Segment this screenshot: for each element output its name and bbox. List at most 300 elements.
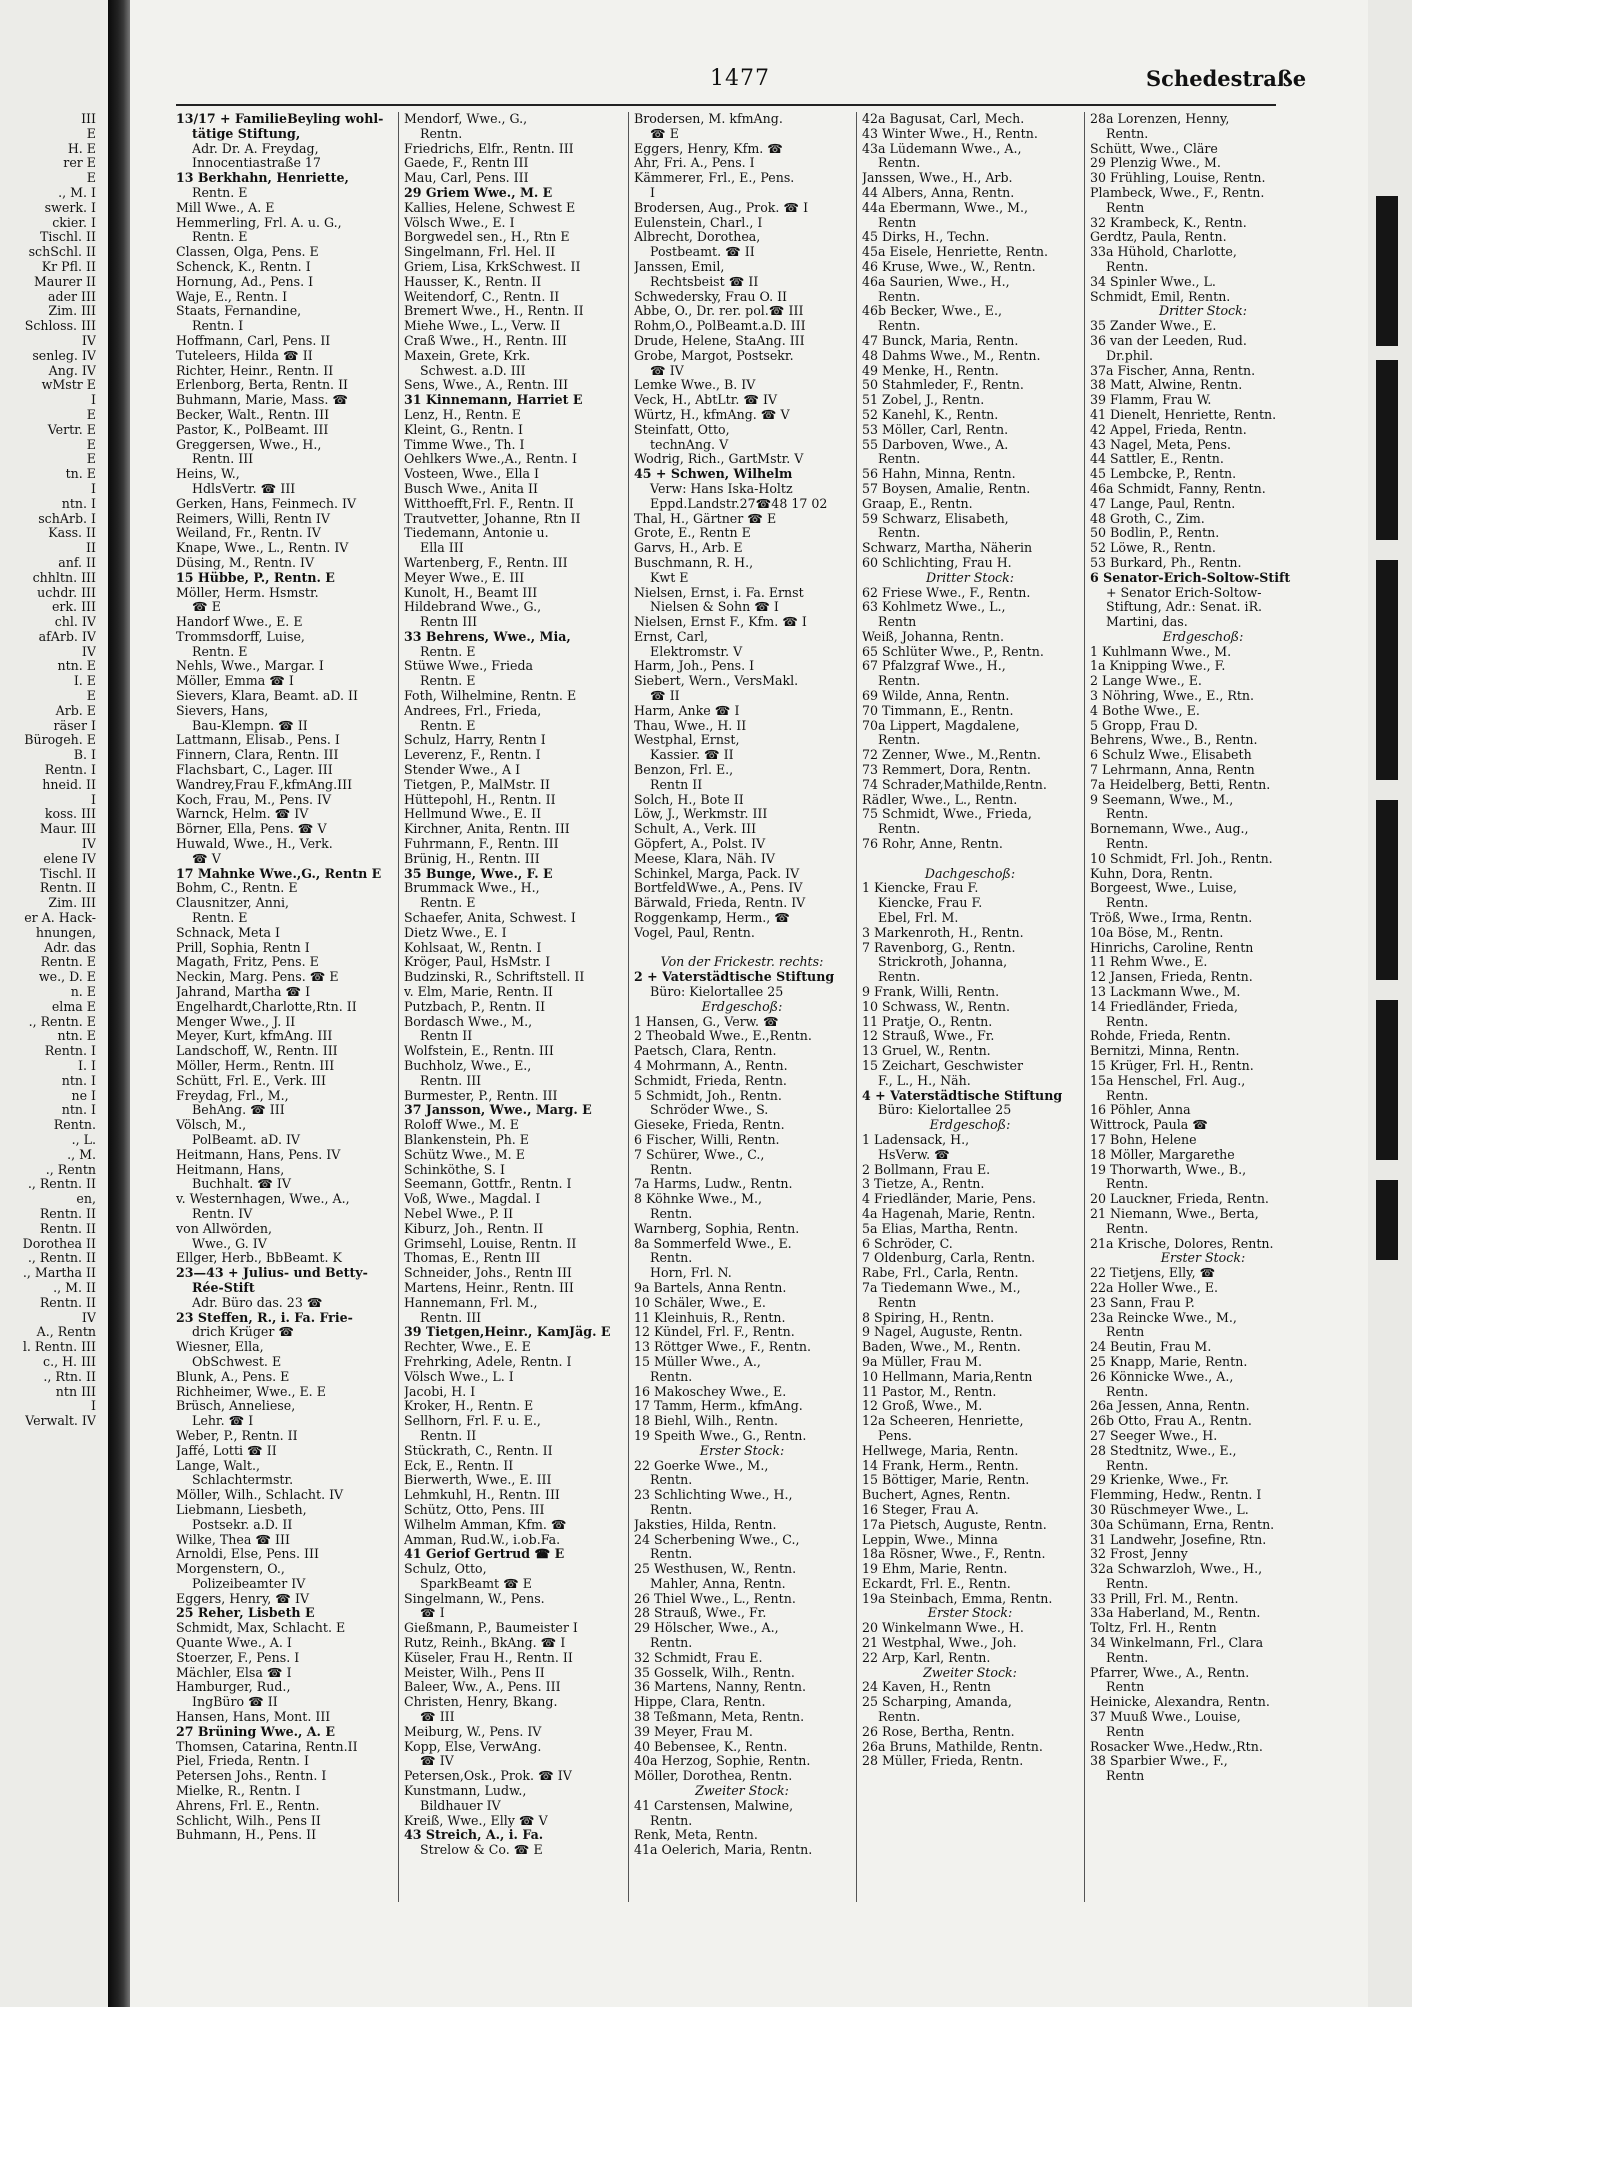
previous-page-line: hnungen,: [35, 925, 96, 940]
resident-entry: Leppin, Wwe., Minna: [862, 1532, 998, 1547]
resident-entry: Rechtsbeist ☎ II: [650, 274, 759, 289]
previous-page-line: räser I: [53, 718, 96, 733]
previous-page-line: E: [86, 689, 96, 704]
resident-entry: 22 Goerke Wwe., M.,: [634, 1458, 769, 1473]
resident-entry: Craß Wwe., H., Rentn. III: [404, 333, 567, 348]
resident-entry: Brummack Wwe., H.,: [404, 881, 540, 896]
resident-entry: Adr. Dr. A. Freydag,: [192, 141, 319, 156]
resident-entry: 17a Pietsch, Auguste, Rentn.: [862, 1517, 1047, 1532]
resident-entry: 33a Haberland, M., Rentn.: [1090, 1606, 1261, 1621]
resident-entry: Magath, Fritz, Pens. E: [176, 955, 319, 970]
resident-entry: 17 Bohn, Helene: [1090, 1132, 1197, 1147]
previous-page-line: anf. II: [58, 555, 96, 570]
resident-entry: Rentn.: [1106, 1576, 1149, 1591]
resident-entry: Heitmann, Hans,: [176, 1162, 285, 1177]
resident-entry: 2 Theobald Wwe., E.,Rentn.: [634, 1029, 812, 1044]
resident-entry: Brüsch, Anneliese,: [176, 1399, 296, 1414]
resident-entry: Engelhardt,Charlotte,Rtn. II: [176, 999, 357, 1014]
resident-entry: 20 Lauckner, Frieda, Rentn.: [1090, 1192, 1269, 1207]
resident-entry: Trommsdorff, Luise,: [176, 629, 305, 644]
resident-entry: Nielsen, Ernst F., Kfm. ☎ I: [634, 615, 807, 630]
resident-entry: 45a Eisele, Henriette, Rentn.: [862, 245, 1049, 260]
previous-page-column: [0, 112, 100, 1912]
resident-entry: Rentn.: [878, 526, 921, 541]
resident-entry: Hoffmann, Carl, Pens. II: [176, 333, 331, 348]
resident-entry: 1 Hansen, G., Verw. ☎: [634, 1014, 779, 1029]
previous-page-line: Schloss. III: [24, 319, 96, 334]
column-divider: [398, 112, 399, 1902]
resident-entry: Kallies, Helene, Schwest E: [404, 200, 576, 215]
resident-entry: Kwt E: [650, 570, 689, 585]
resident-entry: BortfeldWwe., A., Pens. IV: [634, 881, 803, 896]
resident-entry: Rentn.: [1106, 837, 1149, 852]
previous-page-line: tn. E: [65, 467, 96, 482]
directory-column-4: [862, 112, 1078, 1912]
resident-entry: Petersen Johs., Rentn. I: [176, 1769, 327, 1784]
previous-page-line: koss. III: [44, 807, 96, 822]
resident-entry: Schütz, Otto, Pens. III: [404, 1502, 545, 1517]
previous-page-line: en,: [76, 1192, 96, 1207]
resident-entry: Hannemann, Frl. M.,: [404, 1295, 538, 1310]
resident-entry: Singelmann, W., Pens.: [404, 1591, 545, 1606]
resident-entry: Harm, Joh., Pens. I: [634, 659, 755, 674]
resident-entry: Weiß, Johanna, Rentn.: [862, 629, 1005, 644]
resident-entry: ☎ III: [420, 1710, 455, 1725]
resident-entry: Weiland, Fr., Rentn. IV: [176, 526, 321, 541]
resident-entry: Wilhelm Amman, Kfm. ☎: [404, 1517, 567, 1532]
resident-entry: Bärwald, Frieda, Rentn. IV: [634, 896, 806, 911]
resident-entry: Kiburz, Joh., Rentn. II: [404, 1221, 544, 1236]
resident-entry: 24 Beutin, Frau M.: [1090, 1340, 1212, 1355]
resident-entry: 72 Zenner, Wwe., M.,Rentn.: [862, 748, 1041, 763]
resident-entry: Trautvetter, Johanne, Rtn II: [404, 511, 581, 526]
house-entry: tätige Stiftung,: [192, 126, 301, 141]
resident-entry: 26 Rose, Bertha, Rentn.: [862, 1724, 1015, 1739]
resident-entry: 15a Henschel, Frl. Aug.,: [1090, 1073, 1246, 1088]
resident-entry: 15 Müller Wwe., A.,: [634, 1354, 761, 1369]
resident-entry: 46 Kruse, Wwe., W., Rentn.: [862, 259, 1036, 274]
resident-entry: 22a Holler Wwe., E.: [1090, 1280, 1219, 1295]
resident-entry: 14 Friedländer, Frieda,: [1090, 999, 1238, 1014]
previous-page-line: Rentn. I: [44, 1044, 96, 1059]
resident-entry: Wilke, Thea ☎ III: [176, 1532, 290, 1547]
resident-entry: Rentn.: [878, 289, 921, 304]
resident-entry: 43a Lüdemann Wwe., A.,: [862, 141, 1022, 156]
edge-mark: [1376, 196, 1398, 346]
resident-entry: Clausnitzer, Anni,: [176, 896, 290, 911]
resident-entry: 56 Hahn, Minna, Rentn.: [862, 467, 1016, 482]
house-entry: 37 Jansson, Wwe., Marg. E: [404, 1103, 592, 1118]
resident-entry: 34 Winkelmann, Frl., Clara: [1090, 1636, 1264, 1651]
resident-entry: 26a Jessen, Anna, Rentn.: [1090, 1399, 1250, 1414]
resident-entry: Rentn: [1106, 1325, 1145, 1340]
resident-entry: Bierwerth, Wwe., E. III: [404, 1473, 552, 1488]
resident-entry: Grobe, Margot, Postsekr.: [634, 348, 794, 363]
resident-entry: Miehe Wwe., L., Verw. II: [404, 319, 561, 334]
edge-mark: [1376, 1000, 1398, 1160]
resident-entry: Huwald, Wwe., H., Verk.: [176, 837, 333, 852]
resident-entry: Rentn: [1106, 200, 1145, 215]
resident-entry: Buchholz, Wwe., E.,: [404, 1059, 532, 1073]
floor-heading: Dachgeschoß:: [924, 866, 1016, 881]
resident-entry: 26a Bruns, Mathilde, Rentn.: [862, 1739, 1043, 1754]
resident-entry: 21 Westphal, Wwe., Joh.: [862, 1636, 1017, 1651]
resident-entry: 40 Bebensee, K., Rentn.: [634, 1739, 788, 1754]
previous-page-line: I: [91, 481, 96, 496]
resident-entry: Prill, Sophia, Rentn I: [176, 940, 310, 955]
resident-entry: 25 Knapp, Marie, Rentn.: [1090, 1354, 1248, 1369]
resident-entry: Drude, Helene, StaAng. III: [634, 333, 805, 348]
resident-entry: Kröger, Paul, HsMstr. I: [404, 955, 551, 970]
previous-page-line: erk. III: [51, 600, 96, 615]
resident-entry: Rentn.: [650, 1636, 693, 1651]
house-entry: 4 + Vaterstädtische Stiftung: [862, 1088, 1063, 1103]
resident-entry: Baleer, Ww., A., Pens. III: [404, 1680, 561, 1695]
resident-entry: 41 Carstensen, Malwine,: [634, 1798, 794, 1813]
resident-entry: Pens.: [878, 1428, 912, 1443]
resident-entry: Völsch Wwe., E. I: [404, 215, 515, 230]
previous-page-line: Tischl. II: [39, 866, 96, 881]
resident-entry: Eggers, Henry, ☎ IV: [176, 1591, 310, 1606]
resident-entry: 22 Arp, Karl, Rentn.: [862, 1650, 991, 1665]
resident-entry: Strickroth, Johanna,: [878, 955, 1008, 970]
resident-entry: Mächler, Elsa ☎ I: [176, 1665, 292, 1680]
resident-entry: 4 Mohrmann, A., Rentn.: [634, 1059, 788, 1073]
previous-page-line: Bürogeh. E: [24, 733, 96, 748]
resident-entry: Polizeibeamter IV: [192, 1576, 306, 1591]
resident-entry: Leverenz, F., Rentn. I: [404, 748, 541, 763]
resident-entry: 31 Landwehr, Josefine, Rtn.: [1090, 1532, 1267, 1547]
resident-entry: 1 Kiencke, Frau F.: [862, 881, 979, 896]
resident-entry: Eckardt, Frl. E., Rentn.: [862, 1576, 1011, 1591]
resident-entry: Ebel, Frl. M.: [878, 911, 959, 926]
resident-entry: Rentn: [878, 1295, 917, 1310]
directory-column-2: [404, 112, 622, 1912]
resident-entry: 75 Schmidt, Wwe., Frieda,: [862, 807, 1032, 822]
resident-entry: Rohm,O., PolBeamt.a.D. III: [634, 319, 806, 334]
resident-entry: Mendorf, Wwe., G.,: [404, 112, 528, 126]
resident-entry: Mielke, R., Rentn. I: [176, 1784, 301, 1799]
resident-entry: 11 Pratje, O., Rentn.: [862, 1014, 993, 1029]
resident-entry: 10 Schmidt, Frl. Joh., Rentn.: [1090, 851, 1273, 866]
resident-entry: 8 Köhnke Wwe., M.,: [634, 1192, 763, 1207]
resident-entry: 45 Dirks, H., Techn.: [862, 230, 990, 245]
resident-entry: Schulz, Otto,: [404, 1562, 487, 1577]
resident-entry: 2 Lange Wwe., E.: [1090, 674, 1202, 689]
house-entry: 17 Mahnke Wwe.,G., Rentn E: [176, 866, 382, 881]
resident-entry: 4 Friedländer, Marie, Pens.: [862, 1192, 1036, 1207]
resident-entry: Toltz, Frl. H., Rentn: [1090, 1621, 1217, 1636]
resident-entry: Thomas, E., Rentn III: [404, 1251, 541, 1266]
resident-entry: 73 Remmert, Dora, Rentn.: [862, 763, 1031, 778]
resident-entry: [862, 852, 1078, 867]
resident-entry: Bernitzi, Minna, Rentn.: [1090, 1044, 1240, 1059]
resident-entry: 30a Schümann, Erna, Rentn.: [1090, 1517, 1275, 1532]
resident-entry: Schlachtermstr.: [192, 1473, 294, 1488]
resident-entry: 38 Teßmann, Meta, Rentn.: [634, 1710, 805, 1725]
previous-page-line: ., Rentn. II: [27, 1177, 96, 1192]
resident-entry: Graap, E., Rentn.: [862, 496, 973, 511]
resident-entry: Erlenborg, Berta, Rentn. II: [176, 378, 349, 393]
resident-entry: Neckin, Marg. Pens. ☎ E: [176, 970, 339, 985]
resident-entry: Schult, A., Verk. III: [634, 822, 757, 837]
previous-page-line: Rentn. I: [44, 763, 96, 778]
resident-entry: Rentn.: [1106, 259, 1149, 274]
previous-page-line: ., Martha II: [22, 1266, 96, 1281]
previous-page-line: Vertr. E: [47, 422, 96, 437]
resident-entry: Schütt, Frl. E., Verk. III: [176, 1073, 326, 1088]
resident-entry: 36 Martens, Nanny, Rentn.: [634, 1680, 806, 1695]
house-entry: 6 Senator-Erich-Soltow-Stift: [1090, 570, 1291, 585]
previous-page-line: ., Rentn: [45, 1162, 96, 1177]
resident-entry: ObSchwest. E: [192, 1354, 282, 1369]
resident-entry: Morgenstern, O.,: [176, 1562, 285, 1577]
previous-page-line: c., H. III: [43, 1354, 96, 1369]
resident-entry: Möller, Herm., Rentn. III: [176, 1059, 335, 1073]
previous-page-line: Rentn. II: [39, 1206, 96, 1221]
previous-page-line: Verwalt. IV: [25, 1414, 96, 1429]
resident-entry: Kunstmann, Ludw.,: [404, 1784, 527, 1799]
resident-entry: Amman, Rud.W., i.ob.Fa.: [404, 1532, 561, 1547]
previous-page-line: E: [86, 437, 96, 452]
house-entry: 35 Bunge, Wwe., F. E: [404, 866, 553, 881]
resident-entry: 19 Ehm, Marie, Rentn.: [862, 1562, 1008, 1577]
resident-entry: Kämmerer, Frl., E., Pens.: [634, 171, 795, 186]
resident-entry: Eck, E., Rentn. II: [404, 1458, 514, 1473]
resident-entry: 47 Lange, Paul, Rentn.: [1090, 496, 1236, 511]
resident-entry: 15 Krüger, Frl. H., Rentn.: [1090, 1059, 1254, 1073]
resident-entry: Schröder Wwe., S.: [650, 1103, 769, 1118]
floor-heading: Erster Stock:: [699, 1443, 785, 1458]
resident-entry: Rentn.: [878, 970, 921, 985]
resident-entry: Göpfert, A., Polst. IV: [634, 837, 766, 852]
resident-entry: ☎ V: [192, 851, 221, 866]
previous-page-line: er A. Hack-: [24, 911, 96, 926]
resident-entry: Wwe., G. IV: [192, 1236, 267, 1251]
resident-entry: Rentn.: [878, 319, 921, 334]
resident-entry: 29 Plenzig Wwe., M.: [1090, 156, 1221, 171]
resident-entry: Richter, Heinr., Rentn. II: [176, 363, 334, 378]
resident-entry: Brodersen, Aug., Prok. ☎ I: [634, 200, 809, 215]
previous-page-line: Rentn.: [53, 1118, 96, 1133]
resident-entry: Koch, Frau, M., Pens. IV: [176, 792, 332, 807]
resident-entry: Garvs, H., Arb. E: [634, 541, 743, 556]
resident-entry: 9 Seemann, Wwe., M.,: [1090, 792, 1234, 807]
resident-entry: Rentn: [1106, 1680, 1145, 1695]
resident-entry: 7a Heidelberg, Betti, Rentn.: [1090, 777, 1271, 792]
resident-entry: Blunk, A., Pens. E: [176, 1369, 290, 1384]
resident-entry: Rabe, Frl., Carla, Rentn.: [862, 1266, 1019, 1281]
resident-entry: Möller, Dorothea, Rentn.: [634, 1769, 793, 1784]
resident-entry: Paetsch, Clara, Rentn.: [634, 1044, 777, 1059]
resident-entry: Lenz, H., Rentn. E: [404, 407, 521, 422]
resident-entry: Meiburg, W., Pens. IV: [404, 1724, 542, 1739]
house-entry: 23 Steffen, R., i. Fa. Frie-: [176, 1310, 353, 1325]
resident-entry: Flemming, Hedw., Rentn. I: [1090, 1488, 1262, 1503]
floor-heading: Zweiter Stock:: [695, 1784, 789, 1799]
resident-entry: Rentn.: [650, 1473, 693, 1488]
house-entry: 13 Berkhahn, Henriette,: [176, 171, 349, 186]
resident-entry: Schütt, Wwe., Cläre: [1090, 141, 1218, 156]
resident-entry: Tietgen, P., MalMstr. II: [404, 777, 550, 792]
previous-page-line: schSchl. II: [28, 245, 96, 260]
previous-page-line: chl. IV: [54, 615, 96, 630]
resident-entry: 12 Strauß, Wwe., Fr.: [862, 1029, 995, 1044]
resident-entry: Hellmund Wwe., E. II: [404, 807, 542, 822]
resident-entry: Rentn.: [650, 1369, 693, 1384]
resident-entry: Seemann, Gottfr., Rentn. I: [404, 1177, 572, 1192]
resident-entry: Timme Wwe., Th. I: [404, 437, 525, 452]
resident-entry: 30 Frühling, Louise, Rentn.: [1090, 171, 1266, 186]
previous-page-line: ntn. I: [61, 496, 96, 511]
resident-entry: Quante Wwe., A. I: [176, 1636, 292, 1651]
previous-page-line: Maurer II: [34, 274, 96, 289]
resident-entry: 35 Zander Wwe., E.: [1090, 319, 1217, 334]
resident-entry: 46b Becker, Wwe., E.,: [862, 304, 1002, 319]
street-heading: Schedestraße: [1146, 66, 1307, 91]
resident-entry: Rentn. II: [420, 1428, 477, 1443]
resident-entry: 38 Matt, Alwine, Rentn.: [1090, 378, 1243, 393]
resident-entry: 7 Lehrmann, Anna, Rentn: [1090, 763, 1255, 778]
resident-entry: 70a Lippert, Magdalene,: [862, 718, 1020, 733]
edge-mark: [1376, 560, 1398, 780]
resident-entry: 24 Scherbening Wwe., C.,: [634, 1532, 800, 1547]
resident-entry: Rentn. E: [192, 185, 248, 200]
previous-page-line: Rentn. II: [39, 1295, 96, 1310]
resident-entry: Rosacker Wwe.,Hedw.,Rtn.: [1090, 1739, 1263, 1754]
previous-page-line: III: [81, 112, 96, 126]
resident-entry: Hüttepohl, H., Rentn. II: [404, 792, 556, 807]
resident-entry: 28 Müller, Frieda, Rentn.: [862, 1754, 1024, 1769]
previous-page-line: IV: [81, 837, 96, 852]
resident-entry: Schenck, K., Rentn. I: [176, 259, 311, 274]
resident-entry: Stoerzer, F., Pens. I: [176, 1650, 300, 1665]
resident-entry: Rentn: [878, 215, 917, 230]
resident-entry: Albrecht, Dorothea,: [634, 230, 761, 245]
resident-entry: I: [650, 185, 655, 200]
resident-entry: 9a Müller, Frau M.: [862, 1354, 982, 1369]
resident-entry: Kuhn, Dora, Rentn.: [1090, 866, 1213, 881]
resident-entry: Rentn. E: [420, 674, 476, 689]
resident-entry: Roggenkamp, Herm., ☎: [634, 911, 790, 926]
previous-page-line: ntn III: [55, 1384, 96, 1399]
resident-entry: Foth, Wilhelmine, Rentn. E: [404, 689, 577, 704]
resident-entry: 48 Dahms Wwe., M., Rentn.: [862, 348, 1041, 363]
resident-entry: Mau, Carl, Pens. III: [404, 171, 529, 186]
resident-entry: Rentn.: [650, 1162, 693, 1177]
resident-entry: 40a Herzog, Sophie, Rentn.: [634, 1754, 811, 1769]
resident-entry: 10 Hellmann, Maria,Rentn: [862, 1369, 1033, 1384]
resident-entry: 10 Schwass, W., Rentn.: [862, 999, 1011, 1014]
resident-entry: Rentn.: [1106, 126, 1149, 141]
resident-entry: Rentn.: [1106, 1458, 1149, 1473]
resident-entry: Tuteleers, Hilda ☎ II: [176, 348, 313, 363]
resident-entry: Mill Wwe., A. E: [176, 200, 275, 215]
resident-entry: Richheimer, Wwe., E. E: [176, 1384, 326, 1399]
resident-entry: Gerdtz, Paula, Rentn.: [1090, 230, 1227, 245]
resident-entry: Rentn.: [650, 1502, 693, 1517]
resident-entry: Thal, H., Gärtner ☎ E: [634, 511, 777, 526]
resident-entry: Tiedemann, Antonie u.: [404, 526, 549, 541]
resident-entry: Veck, H., AbtLtr. ☎ IV: [634, 393, 778, 408]
resident-entry: 60 Schlichting, Frau H.: [862, 555, 1012, 570]
resident-entry: Schlicht, Wilh., Pens II: [176, 1813, 321, 1828]
resident-entry: Meese, Klara, Näh. IV: [634, 851, 775, 866]
resident-entry: 16 Makoschey Wwe., E.: [634, 1384, 787, 1399]
resident-entry: Warnberg, Sophia, Rentn.: [634, 1221, 800, 1236]
resident-entry: Möller, Emma ☎ I: [176, 674, 294, 689]
resident-entry: Rentn.: [1106, 1088, 1149, 1103]
resident-entry: 76 Rohr, Anne, Rentn.: [862, 837, 1003, 852]
previous-page-line: Adr. das: [44, 940, 96, 955]
resident-entry: 41 Dienelt, Henriette, Rentn.: [1090, 407, 1277, 422]
resident-entry: Ernst, Carl,: [634, 629, 709, 644]
resident-entry: Postbeamt. ☎ II: [650, 245, 755, 260]
resident-entry: Jaffé, Lotti ☎ II: [176, 1443, 277, 1458]
previous-page-line: schArb. I: [38, 511, 96, 526]
resident-entry: Vosteen, Wwe., Ella I: [404, 467, 539, 482]
previous-page-line: senleg. IV: [32, 348, 96, 363]
resident-entry: Jahrand, Martha ☎ I: [176, 985, 311, 1000]
resident-entry: Rentn.: [650, 1206, 693, 1221]
previous-page-line: ., M. I: [58, 185, 96, 200]
resident-entry: Sellhorn, Frl. F. u. E.,: [404, 1414, 541, 1429]
resident-entry: 43 Nagel, Meta, Pens.: [1090, 437, 1231, 452]
previous-page-line: uchdr. III: [37, 585, 96, 600]
resident-entry: Stückrath, C., Rentn. II: [404, 1443, 553, 1458]
resident-entry: 7 Schürer, Wwe., C.,: [634, 1147, 765, 1162]
previous-page-line: H. E: [67, 141, 96, 156]
resident-entry: Rentn.: [1106, 896, 1149, 911]
resident-entry: Rentn. I: [192, 319, 244, 334]
resident-entry: Schmidt, Max, Schlacht. E: [176, 1621, 346, 1636]
resident-entry: Kunolt, H., Beamt III: [404, 585, 538, 600]
resident-entry: 13 Lackmann Wwe., M.: [1090, 985, 1241, 1000]
resident-entry: Ella III: [420, 541, 464, 556]
resident-entry: 47 Bunck, Maria, Rentn.: [862, 333, 1019, 348]
resident-entry: 8a Sommerfeld Wwe., E.: [634, 1236, 792, 1251]
resident-entry: Völsch, M.,: [176, 1118, 247, 1133]
resident-entry: Greggersen, Wwe., H.,: [176, 437, 322, 452]
house-entry: 23—43 + Julius- und Betty-: [176, 1266, 368, 1281]
resident-entry: 52 Löwe, R., Rentn.: [1090, 541, 1216, 556]
floor-heading: Von der Frickestr. rechts:: [660, 955, 824, 970]
resident-entry: 25 Westhusen, W., Rentn.: [634, 1562, 797, 1577]
resident-entry: ☎ IV: [420, 1754, 454, 1769]
resident-entry: 3 Markenroth, H., Rentn.: [862, 925, 1024, 940]
resident-entry: Martini, das.: [1106, 615, 1188, 630]
resident-entry: Lemke Wwe., B. IV: [634, 378, 756, 393]
resident-entry: Rentn.: [878, 733, 921, 748]
resident-entry: Lehr. ☎ I: [192, 1414, 254, 1429]
resident-entry: Hornung, Ad., Pens. I: [176, 274, 314, 289]
resident-entry: Rentn: [878, 615, 917, 630]
resident-entry: HsVerw. ☎: [878, 1147, 950, 1162]
previous-page-line: ne I: [71, 1088, 96, 1103]
resident-entry: Buhmann, H., Pens. II: [176, 1828, 317, 1843]
resident-entry: 32 Krambeck, K., Rentn.: [1090, 215, 1247, 230]
resident-entry: 50 Stahmleder, F., Rentn.: [862, 378, 1024, 393]
previous-page-line: Arb. E: [55, 703, 96, 718]
resident-entry: Bordasch Wwe., M.,: [404, 1014, 533, 1029]
resident-entry: Bremert Wwe., H., Rentn. II: [404, 304, 584, 319]
resident-entry: 44 Albers, Anna, Rentn.: [862, 185, 1015, 200]
resident-entry: Singelmann, Frl. Hel. II: [404, 245, 556, 260]
resident-entry: Sievers, Hans,: [176, 703, 269, 718]
resident-entry: Nehls, Wwe., Margar. I: [176, 659, 324, 674]
resident-entry: 35 Gosselk, Wilh., Rentn.: [634, 1665, 795, 1680]
resident-entry: Weber, P., Rentn. II: [176, 1428, 298, 1443]
